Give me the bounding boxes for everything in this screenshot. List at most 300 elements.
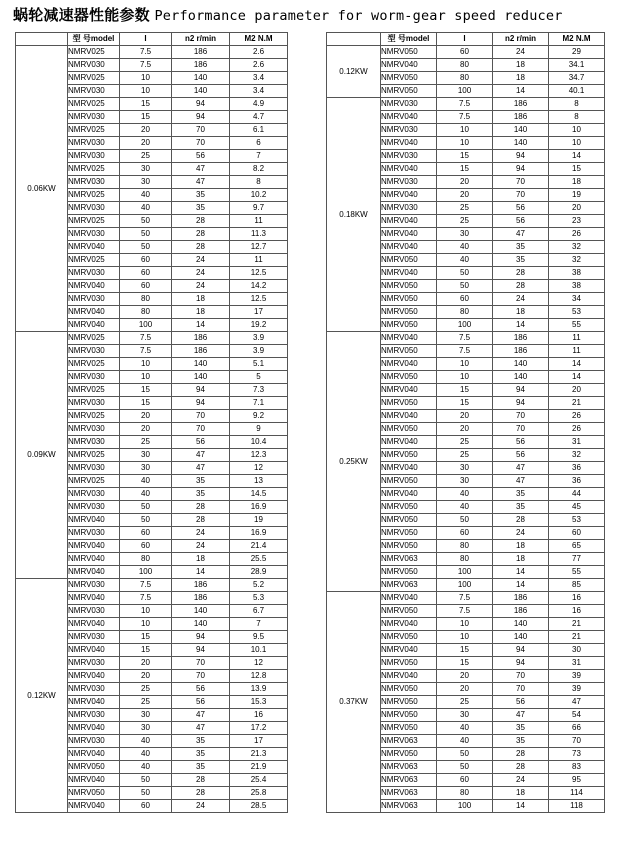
ratio-cell: 20	[120, 137, 172, 150]
speed-cell: 18	[172, 553, 230, 566]
ratio-cell: 10	[437, 137, 493, 150]
header-power	[16, 33, 68, 46]
ratio-cell: 10	[437, 358, 493, 371]
speed-cell: 18	[493, 72, 549, 85]
speed-cell: 28	[172, 241, 230, 254]
table-body	[16, 46, 288, 813]
torque-cell: 65	[549, 540, 605, 553]
ratio-cell: 40	[437, 735, 493, 748]
model-cell: NMRV050	[381, 657, 437, 670]
ratio-cell: 15	[120, 644, 172, 657]
model-cell: NMRV030	[68, 59, 120, 72]
ratio-cell: 25	[437, 202, 493, 215]
model-cell: NMRV063	[381, 774, 437, 787]
ratio-cell: 10	[120, 72, 172, 85]
ratio-cell: 10	[120, 618, 172, 631]
model-cell: NMRV050	[381, 514, 437, 527]
model-cell: NMRV063	[381, 735, 437, 748]
ratio-cell: 20	[120, 410, 172, 423]
speed-cell: 24	[493, 46, 549, 59]
speed-cell: 28	[493, 748, 549, 761]
torque-cell: 2.6	[230, 46, 288, 59]
ratio-cell: 15	[437, 657, 493, 670]
speed-cell: 56	[493, 696, 549, 709]
speed-cell: 24	[172, 267, 230, 280]
speed-cell: 186	[172, 579, 230, 592]
speed-cell: 70	[172, 124, 230, 137]
speed-cell: 35	[493, 722, 549, 735]
model-cell: NMRV050	[381, 280, 437, 293]
speed-cell: 70	[493, 410, 549, 423]
torque-cell: 53	[549, 514, 605, 527]
ratio-cell: 40	[120, 488, 172, 501]
speed-cell: 28	[172, 787, 230, 800]
model-cell: NMRV050	[381, 85, 437, 98]
power-cell: 0.06KW	[16, 46, 68, 332]
model-cell: NMRV063	[381, 800, 437, 813]
torque-cell: 16	[549, 605, 605, 618]
speed-cell: 56	[172, 696, 230, 709]
torque-cell: 12	[230, 462, 288, 475]
model-cell: NMRV040	[68, 774, 120, 787]
model-cell: NMRV025	[68, 358, 120, 371]
model-cell: NMRV025	[68, 410, 120, 423]
torque-cell: 16	[549, 592, 605, 605]
model-cell: NMRV050	[381, 293, 437, 306]
speed-cell: 47	[493, 462, 549, 475]
torque-cell: 21	[549, 397, 605, 410]
ratio-cell: 40	[437, 241, 493, 254]
speed-cell: 186	[172, 46, 230, 59]
speed-cell: 140	[493, 124, 549, 137]
speed-cell: 47	[172, 449, 230, 462]
model-cell: NMRV050	[381, 46, 437, 59]
speed-cell: 186	[493, 111, 549, 124]
torque-cell: 13	[230, 475, 288, 488]
model-cell: NMRV030	[68, 436, 120, 449]
ratio-cell: 10	[437, 631, 493, 644]
speed-cell: 140	[493, 631, 549, 644]
ratio-cell: 15	[120, 631, 172, 644]
model-cell: NMRV050	[381, 527, 437, 540]
ratio-cell: 15	[437, 644, 493, 657]
header-speed: n2 r/min	[493, 33, 549, 46]
ratio-cell: 25	[120, 436, 172, 449]
speed-cell: 70	[493, 670, 549, 683]
speed-cell: 94	[172, 98, 230, 111]
model-cell: NMRV025	[68, 254, 120, 267]
ratio-cell: 15	[120, 111, 172, 124]
ratio-cell: 60	[437, 46, 493, 59]
model-cell: NMRV050	[381, 540, 437, 553]
torque-cell: 60	[549, 527, 605, 540]
speed-cell: 35	[172, 748, 230, 761]
model-cell: NMRV030	[68, 150, 120, 163]
table-row	[327, 46, 605, 59]
power-cell: 0.09KW	[16, 332, 68, 579]
torque-cell: 20	[549, 202, 605, 215]
model-cell: NMRV040	[381, 332, 437, 345]
speed-cell: 56	[493, 202, 549, 215]
speed-cell: 14	[493, 579, 549, 592]
model-cell: NMRV040	[68, 592, 120, 605]
ratio-cell: 25	[120, 150, 172, 163]
model-cell: NMRV030	[68, 267, 120, 280]
speed-cell: 14	[493, 319, 549, 332]
ratio-cell: 80	[437, 553, 493, 566]
speed-cell: 94	[172, 631, 230, 644]
model-cell: NMRV025	[68, 46, 120, 59]
model-cell: NMRV050	[68, 787, 120, 800]
torque-cell: 21	[549, 631, 605, 644]
speed-cell: 186	[172, 332, 230, 345]
ratio-cell: 7.5	[120, 46, 172, 59]
torque-cell: 54	[549, 709, 605, 722]
torque-cell: 25.4	[230, 774, 288, 787]
table-row	[16, 579, 288, 592]
speed-cell: 94	[493, 397, 549, 410]
model-cell: NMRV050	[381, 475, 437, 488]
speed-cell: 47	[172, 722, 230, 735]
ratio-cell: 30	[437, 709, 493, 722]
model-cell: NMRV040	[381, 384, 437, 397]
speed-cell: 186	[493, 332, 549, 345]
ratio-cell: 10	[120, 605, 172, 618]
ratio-cell: 40	[120, 761, 172, 774]
page-title	[13, 4, 613, 26]
speed-cell: 70	[172, 657, 230, 670]
model-cell: NMRV040	[68, 644, 120, 657]
model-cell: NMRV040	[68, 748, 120, 761]
speed-cell: 186	[172, 345, 230, 358]
torque-cell: 10	[549, 124, 605, 137]
torque-cell: 44	[549, 488, 605, 501]
torque-cell: 28.9	[230, 566, 288, 579]
speed-cell: 56	[493, 436, 549, 449]
model-cell: NMRV040	[381, 436, 437, 449]
model-cell: NMRV030	[68, 501, 120, 514]
torque-cell: 14.5	[230, 488, 288, 501]
model-cell: NMRV040	[381, 111, 437, 124]
model-cell: NMRV040	[68, 241, 120, 254]
ratio-cell: 15	[437, 163, 493, 176]
model-cell: NMRV030	[68, 345, 120, 358]
torque-cell: 10.1	[230, 644, 288, 657]
ratio-cell: 80	[437, 306, 493, 319]
ratio-cell: 7.5	[437, 605, 493, 618]
torque-cell: 12.7	[230, 241, 288, 254]
torque-cell: 9.5	[230, 631, 288, 644]
title-chinese: 蜗轮减速器性能参数	[13, 6, 150, 24]
torque-cell: 17.2	[230, 722, 288, 735]
ratio-cell: 7.5	[120, 345, 172, 358]
ratio-cell: 15	[120, 384, 172, 397]
speed-cell: 18	[493, 553, 549, 566]
speed-cell: 18	[172, 293, 230, 306]
speed-cell: 28	[172, 215, 230, 228]
speed-cell: 28	[493, 761, 549, 774]
header-row	[327, 33, 605, 46]
ratio-cell: 7.5	[120, 579, 172, 592]
header-ratio: I	[437, 33, 493, 46]
ratio-cell: 50	[437, 748, 493, 761]
speed-cell: 94	[493, 163, 549, 176]
torque-cell: 8.2	[230, 163, 288, 176]
header-power	[327, 33, 381, 46]
ratio-cell: 50	[120, 774, 172, 787]
torque-cell: 8	[549, 98, 605, 111]
torque-cell: 4.9	[230, 98, 288, 111]
ratio-cell: 25	[120, 683, 172, 696]
ratio-cell: 20	[437, 670, 493, 683]
model-cell: NMRV025	[68, 98, 120, 111]
ratio-cell: 50	[437, 280, 493, 293]
speed-cell: 70	[172, 670, 230, 683]
model-cell: NMRV030	[68, 488, 120, 501]
model-cell: NMRV050	[381, 722, 437, 735]
ratio-cell: 25	[437, 696, 493, 709]
torque-cell: 70	[549, 735, 605, 748]
ratio-cell: 15	[120, 397, 172, 410]
speed-cell: 94	[172, 384, 230, 397]
model-cell: NMRV025	[68, 475, 120, 488]
speed-cell: 24	[172, 800, 230, 813]
torque-cell: 114	[549, 787, 605, 800]
speed-cell: 186	[493, 605, 549, 618]
model-cell: NMRV030	[68, 137, 120, 150]
model-cell: NMRV040	[68, 306, 120, 319]
torque-cell: 11.3	[230, 228, 288, 241]
model-cell: NMRV030	[381, 176, 437, 189]
torque-cell: 83	[549, 761, 605, 774]
model-cell: NMRV030	[68, 423, 120, 436]
title-english: Performance parameter for worm-gear speed reducer	[154, 8, 563, 24]
ratio-cell: 50	[120, 501, 172, 514]
speed-cell: 28	[493, 267, 549, 280]
torque-cell: 26	[549, 423, 605, 436]
ratio-cell: 15	[120, 98, 172, 111]
ratio-cell: 50	[437, 514, 493, 527]
torque-cell: 34.1	[549, 59, 605, 72]
model-cell: NMRV040	[381, 137, 437, 150]
torque-cell: 11	[549, 345, 605, 358]
torque-cell: 85	[549, 579, 605, 592]
model-cell: NMRV040	[68, 553, 120, 566]
speed-cell: 47	[172, 709, 230, 722]
speed-cell: 186	[493, 592, 549, 605]
table-row	[16, 46, 288, 59]
header-model: 型 号model	[68, 33, 120, 46]
ratio-cell: 30	[437, 228, 493, 241]
torque-cell: 9.2	[230, 410, 288, 423]
model-cell: NMRV030	[68, 657, 120, 670]
ratio-cell: 10	[120, 358, 172, 371]
ratio-cell: 10	[120, 85, 172, 98]
speed-cell: 14	[493, 566, 549, 579]
model-cell: NMRV050	[381, 748, 437, 761]
model-cell: NMRV040	[68, 696, 120, 709]
ratio-cell: 80	[120, 293, 172, 306]
torque-cell: 19	[230, 514, 288, 527]
model-cell: NMRV025	[68, 72, 120, 85]
ratio-cell: 80	[437, 540, 493, 553]
ratio-cell: 30	[120, 462, 172, 475]
model-cell: NMRV050	[381, 345, 437, 358]
torque-cell: 17	[230, 735, 288, 748]
torque-cell: 12	[230, 657, 288, 670]
speed-cell: 140	[493, 618, 549, 631]
torque-cell: 12.5	[230, 293, 288, 306]
model-cell: NMRV050	[381, 72, 437, 85]
power-cell: 0.12KW	[327, 46, 381, 98]
model-cell: NMRV040	[381, 462, 437, 475]
torque-cell: 16.9	[230, 527, 288, 540]
torque-cell: 25.8	[230, 787, 288, 800]
ratio-cell: 60	[120, 267, 172, 280]
speed-cell: 28	[493, 280, 549, 293]
model-cell: NMRV050	[381, 423, 437, 436]
ratio-cell: 100	[437, 579, 493, 592]
ratio-cell: 100	[120, 319, 172, 332]
speed-cell: 140	[493, 358, 549, 371]
torque-cell: 77	[549, 553, 605, 566]
ratio-cell: 100	[437, 566, 493, 579]
model-cell: NMRV030	[381, 124, 437, 137]
ratio-cell: 20	[120, 423, 172, 436]
torque-cell: 39	[549, 670, 605, 683]
model-cell: NMRV040	[68, 540, 120, 553]
model-cell: NMRV030	[68, 631, 120, 644]
model-cell: NMRV030	[68, 527, 120, 540]
model-cell: NMRV040	[381, 488, 437, 501]
model-cell: NMRV050	[381, 371, 437, 384]
torque-cell: 4.7	[230, 111, 288, 124]
model-cell: NMRV040	[68, 319, 120, 332]
header-speed: n2 r/min	[172, 33, 230, 46]
ratio-cell: 10	[437, 618, 493, 631]
ratio-cell: 60	[437, 293, 493, 306]
model-cell: NMRV063	[381, 787, 437, 800]
torque-cell: 18	[549, 176, 605, 189]
power-cell: 0.25KW	[327, 332, 381, 592]
ratio-cell: 40	[120, 202, 172, 215]
torque-cell: 66	[549, 722, 605, 735]
model-cell: NMRV025	[68, 124, 120, 137]
model-cell: NMRV040	[381, 618, 437, 631]
speed-cell: 186	[172, 59, 230, 72]
model-cell: NMRV030	[68, 605, 120, 618]
torque-cell: 31	[549, 657, 605, 670]
torque-cell: 3.4	[230, 72, 288, 85]
ratio-cell: 7.5	[120, 332, 172, 345]
torque-cell: 31	[549, 436, 605, 449]
ratio-cell: 20	[437, 423, 493, 436]
ratio-cell: 20	[437, 410, 493, 423]
torque-cell: 7	[230, 618, 288, 631]
model-cell: NMRV030	[381, 98, 437, 111]
torque-cell: 5.1	[230, 358, 288, 371]
table-row	[327, 98, 605, 111]
speed-cell: 35	[493, 254, 549, 267]
torque-cell: 7	[230, 150, 288, 163]
ratio-cell: 30	[120, 709, 172, 722]
speed-cell: 28	[172, 774, 230, 787]
speed-cell: 140	[172, 605, 230, 618]
ratio-cell: 20	[437, 683, 493, 696]
torque-cell: 26	[549, 410, 605, 423]
ratio-cell: 10	[437, 124, 493, 137]
model-cell: NMRV040	[68, 514, 120, 527]
ratio-cell: 80	[120, 553, 172, 566]
torque-cell: 21.9	[230, 761, 288, 774]
ratio-cell: 50	[120, 514, 172, 527]
model-cell: NMRV050	[381, 696, 437, 709]
ratio-cell: 25	[437, 215, 493, 228]
torque-cell: 8	[549, 111, 605, 124]
speed-cell: 14	[172, 319, 230, 332]
model-cell: NMRV040	[381, 670, 437, 683]
speed-cell: 70	[493, 683, 549, 696]
torque-cell: 3.4	[230, 85, 288, 98]
torque-cell: 6	[230, 137, 288, 150]
torque-cell: 14	[549, 150, 605, 163]
model-cell: NMRV040	[381, 59, 437, 72]
torque-cell: 11	[230, 254, 288, 267]
model-cell: NMRV030	[68, 176, 120, 189]
speed-cell: 186	[172, 592, 230, 605]
speed-cell: 35	[493, 488, 549, 501]
torque-cell: 5.2	[230, 579, 288, 592]
performance-table-left	[15, 32, 288, 813]
model-cell: NMRV050	[381, 319, 437, 332]
ratio-cell: 30	[437, 462, 493, 475]
speed-cell: 186	[493, 98, 549, 111]
ratio-cell: 7.5	[437, 592, 493, 605]
ratio-cell: 100	[437, 800, 493, 813]
table-body	[327, 46, 605, 813]
model-cell: NMRV040	[381, 410, 437, 423]
speed-cell: 56	[493, 449, 549, 462]
ratio-cell: 30	[120, 176, 172, 189]
speed-cell: 94	[493, 657, 549, 670]
speed-cell: 18	[493, 540, 549, 553]
model-cell: NMRV040	[381, 644, 437, 657]
torque-cell: 39	[549, 683, 605, 696]
torque-cell: 32	[549, 254, 605, 267]
ratio-cell: 25	[437, 436, 493, 449]
torque-cell: 3.9	[230, 332, 288, 345]
torque-cell: 11	[549, 332, 605, 345]
torque-cell: 32	[549, 449, 605, 462]
speed-cell: 28	[172, 228, 230, 241]
speed-cell: 140	[493, 371, 549, 384]
torque-cell: 16	[230, 709, 288, 722]
model-cell: NMRV050	[381, 449, 437, 462]
ratio-cell: 50	[437, 761, 493, 774]
speed-cell: 35	[172, 735, 230, 748]
speed-cell: 28	[493, 514, 549, 527]
model-cell: NMRV030	[68, 293, 120, 306]
model-cell: NMRV030	[381, 150, 437, 163]
torque-cell: 19	[549, 189, 605, 202]
model-cell: NMRV030	[68, 735, 120, 748]
torque-cell: 55	[549, 566, 605, 579]
speed-cell: 56	[493, 215, 549, 228]
torque-cell: 21.3	[230, 748, 288, 761]
ratio-cell: 80	[120, 306, 172, 319]
speed-cell: 24	[493, 527, 549, 540]
torque-cell: 73	[549, 748, 605, 761]
